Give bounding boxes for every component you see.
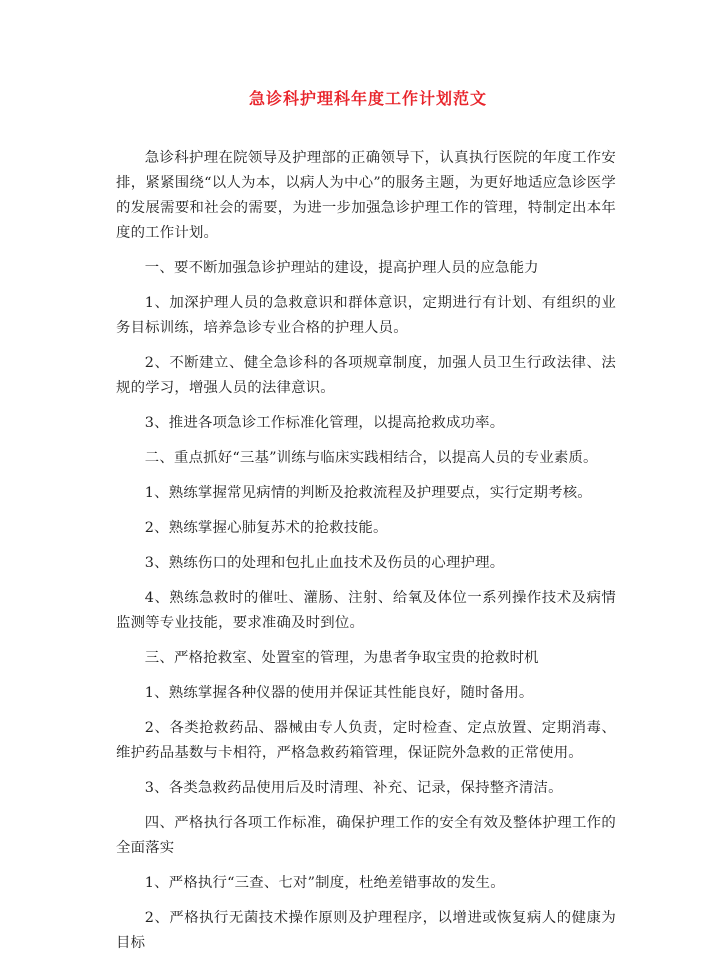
section-heading-2: 二、重点抓好“三基”训练与临床实践相结合，以提高人员的专业素质。 — [144, 450, 598, 466]
list-item: 1、熟练掌握常见病情的判断及抢救流程及护理要点，实行定期考核。 — [144, 485, 592, 501]
document-body — [116, 146, 616, 956]
list-item: 3、熟练伤口的处理和包扎止血技术及伤员的心理护理。 — [144, 555, 505, 571]
list-item: 2、各类抢救药品、器械由专人负责，定时检查、定点放置、定期消毒、维护药品基数与卡相符，严格急救药箱管理，保证院外急救的正常使用。 — [116, 720, 616, 761]
list-item: 2、严格执行无菌技术操作原则及护理程序，以增进或恢复病人的健康为目标 — [116, 910, 616, 951]
section-heading-1: 一、要不断加强急诊护理站的建设，提高护理人员的应急能力 — [144, 260, 539, 276]
list-item: 1、加深护理人员的急救意识和群体意识，定期进行有计划、有组织的业务目标训练，培养急诊专业合格的护理人员。 — [116, 295, 616, 336]
document-title: 急诊科护理科年度工作计划范文 — [248, 89, 487, 108]
paragraph-intro: 急诊科护理在院领导及护理部的正确领导下，认真执行医院的年度工作安排，紧紧围绕“以人为本，以病人为中心”的服务主题，为更好地适应急诊医学的发展需要和社会的需要，为进一步加强急诊护理工作的管理，特制定出本年度的工作计划。 — [116, 150, 616, 241]
list-item: 1、严格执行“三查、七对”制度，杜绝差错事故的发生。 — [144, 875, 505, 891]
list-item: 1、熟练掌握各种仪器的使用并保证其性能良好，随时备用。 — [144, 685, 534, 701]
section-heading-3: 三、严格抢救室、处置室的管理，为患者争取宝贵的抢救时机 — [144, 650, 539, 666]
list-item: 3、各类急救药品使用后及时清理、补充、记录，保持整齐清洁。 — [144, 780, 563, 796]
list-item: 3、推进各项急诊工作标准化管理，以提高抢救成功率。 — [144, 415, 505, 431]
list-item: 4、熟练急救时的催吐、灌肠、注射、给氧及体位一系列操作技术及病情监测等专业技能，要求准确及时到位。 — [116, 590, 616, 631]
section-heading-4: 四、严格执行各项工作标准，确保护理工作的安全有效及整体护理工作的全面落实 — [116, 815, 616, 856]
list-item: 2、熟练掌握心肺复苏术的抢救技能。 — [144, 520, 388, 536]
list-item: 2、不断建立、健全急诊科的各项规章制度，加强人员卫生行政法律、法规的学习，增强人员的法律意识。 — [116, 355, 616, 396]
